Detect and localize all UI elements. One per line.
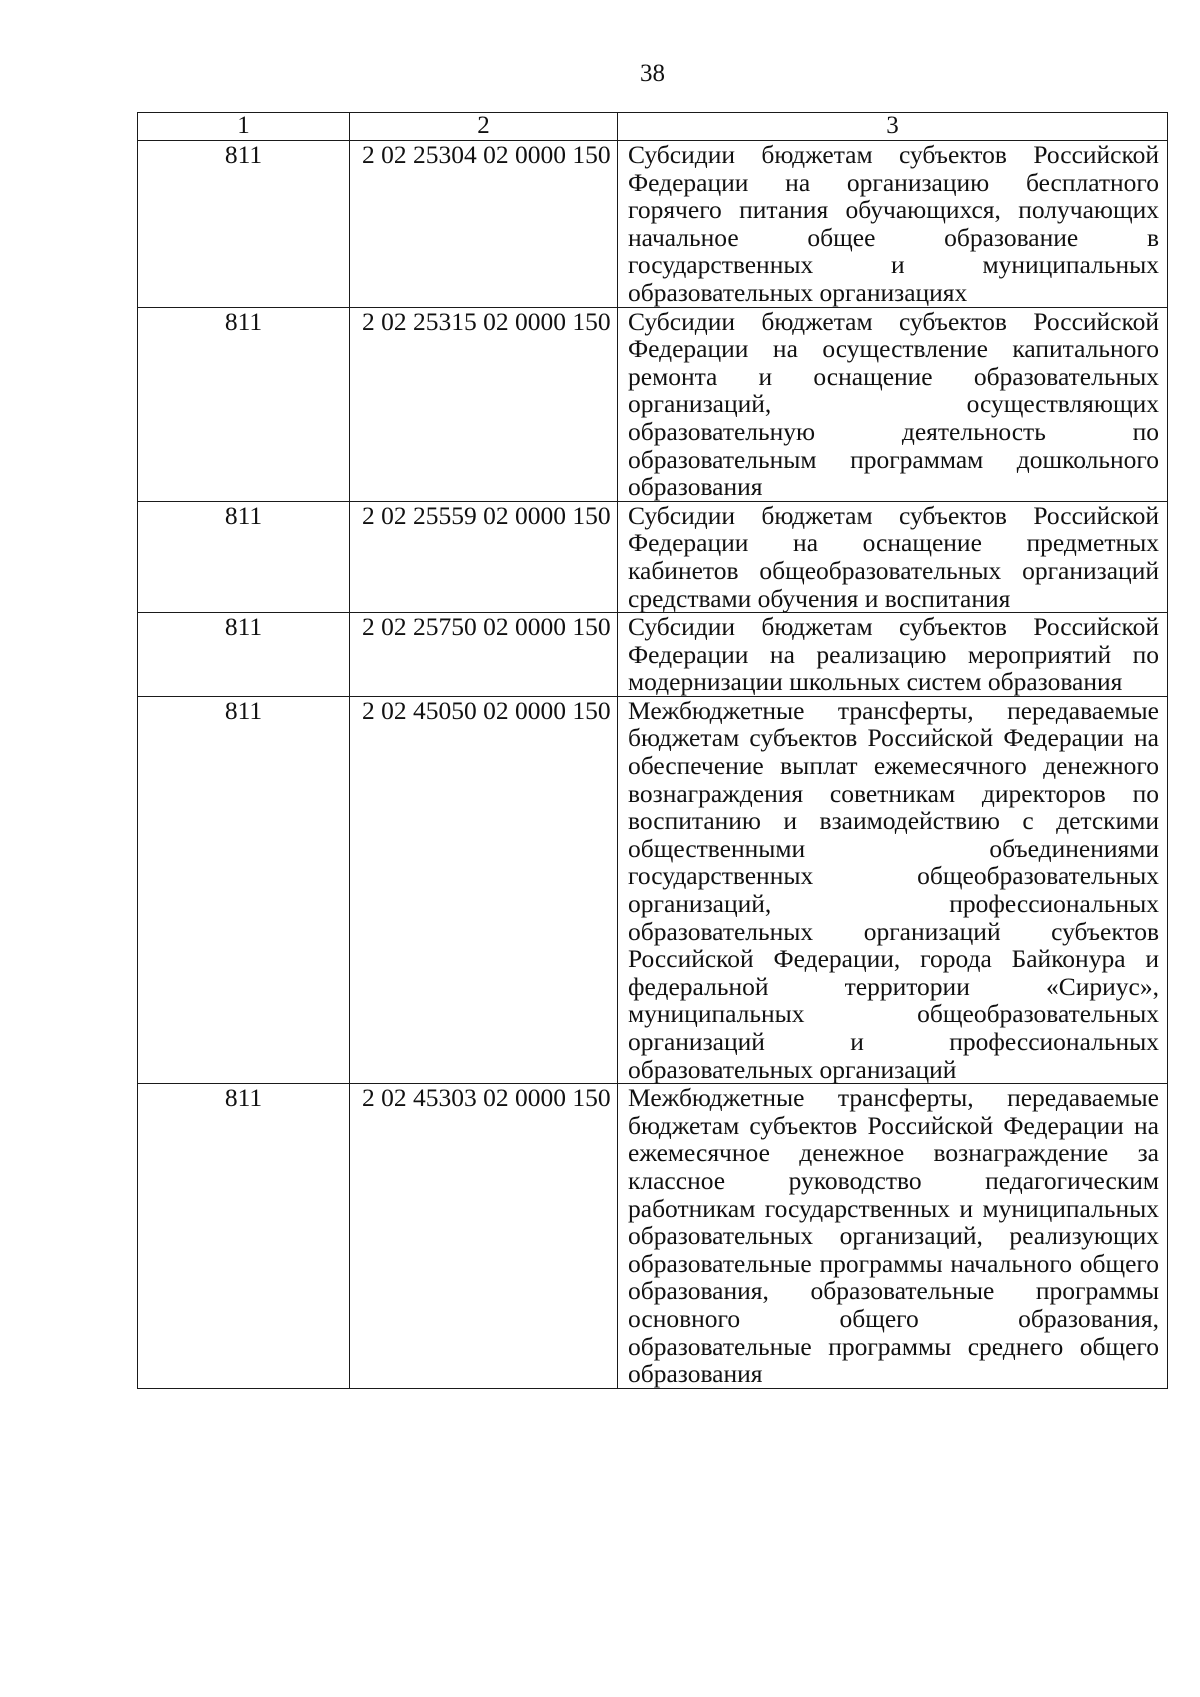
admin-code-cell: 811 (138, 613, 350, 697)
table-row (138, 307, 1168, 501)
admin-code-cell: 811 (138, 696, 350, 1083)
table-row (138, 613, 1168, 697)
table-header-row (138, 113, 1168, 141)
column-header-1: 1 (138, 113, 350, 141)
admin-code-cell: 811 (138, 307, 350, 501)
page-number: 38 (640, 60, 665, 87)
description-cell: Субсидии бюджетам субъектов Российской Федерации на организацию бесплатного горячего питания обучающихся, получающих начальное общее образование в государственных и муниципальных образовательных организациях (618, 141, 1168, 308)
description-cell: Субсидии бюджетам субъектов Российской Федерации на осуществление капитального ремонта и оснащение образовательных организаций, осуществляющих образовательную деятельность по образовательным программам дошкольного образования (618, 307, 1168, 501)
column-header-3: 3 (618, 113, 1168, 141)
description-cell: Субсидии бюджетам субъектов Российской Федерации на оснащение предметных кабинетов общеобразовательных организаций средствами обучения и воспитания (618, 501, 1168, 612)
table-row (138, 1084, 1168, 1389)
budget-code-cell: 2 02 45303 02 0000 150 (350, 1084, 618, 1389)
description-cell: Субсидии бюджетам субъектов Российской Федерации на реализацию мероприятий по модернизации школьных систем образования (618, 613, 1168, 697)
budget-code-cell: 2 02 25304 02 0000 150 (350, 141, 618, 308)
description-cell: Межбюджетные трансферты, передаваемые бюджетам субъектов Российской Федерации на обеспечение выплат ежемесячного денежного вознаграждения советникам директоров по воспитанию и взаимодействию с детскими общественными объединениями государственных общеобразовательных организаций, профессиональных образовательных организаций субъектов Российской Федерации, города Байконура и федеральной территории «Сириус», муниципальных общеобразовательных организаций и профессиональных образовательных организаций (618, 696, 1168, 1083)
budget-code-cell: 2 02 25559 02 0000 150 (350, 501, 618, 612)
admin-code-cell: 811 (138, 141, 350, 308)
admin-code-cell: 811 (138, 501, 350, 612)
budget-code-cell: 2 02 25315 02 0000 150 (350, 307, 618, 501)
description-cell: Межбюджетные трансферты, передаваемые бюджетам субъектов Российской Федерации на ежемесячное денежное вознаграждение за классное руководство педагогическим работникам государственных и муниципальных образовательных организаций, реализующих образовательные программы начального общего образования, образовательные программы основного общего образования, образовательные программы среднего общего образования (618, 1084, 1168, 1389)
table-row (138, 141, 1168, 308)
table-row (138, 501, 1168, 612)
table-row (138, 696, 1168, 1083)
budget-code-cell: 2 02 45050 02 0000 150 (350, 696, 618, 1083)
budget-codes-table (137, 112, 1168, 1389)
admin-code-cell: 811 (138, 1084, 350, 1389)
column-header-2: 2 (350, 113, 618, 141)
budget-code-cell: 2 02 25750 02 0000 150 (350, 613, 618, 697)
